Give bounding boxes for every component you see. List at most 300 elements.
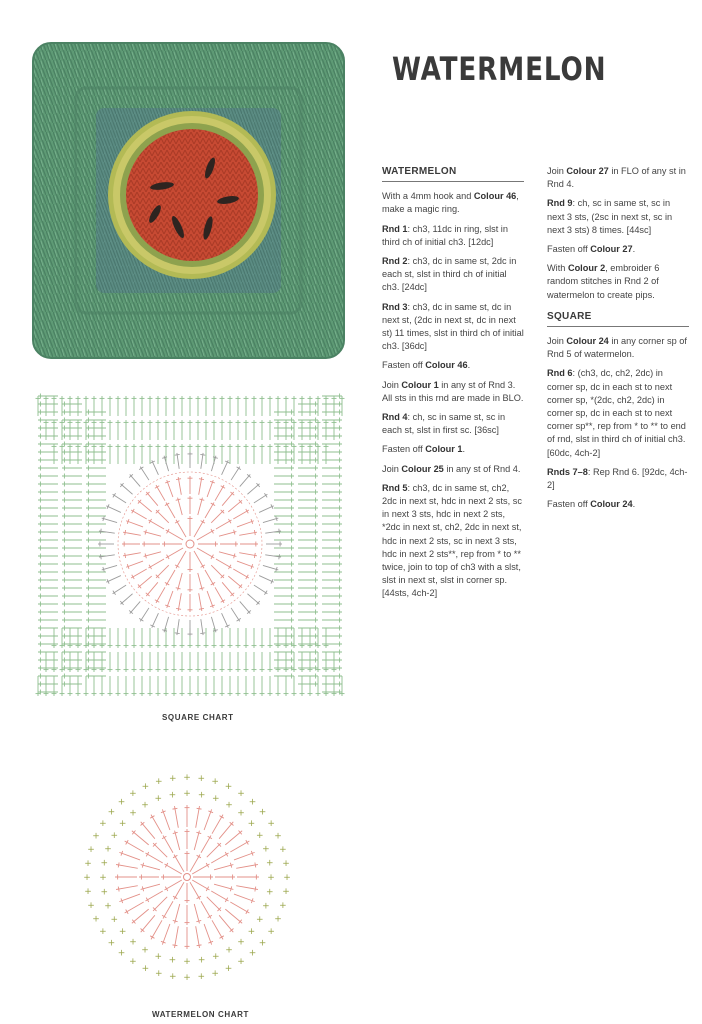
chart-sc-symbol: + [168,774,177,785]
chart-stitch [316,444,321,464]
chart-stitch [62,450,82,455]
chart-stitch [276,676,281,696]
chart-stitch [38,562,58,567]
chart-stitch [141,884,160,891]
chart-stitch [274,466,294,471]
chart-sc-symbol: + [197,955,206,966]
chart-stitch [175,619,180,635]
chart-sc-symbol: + [274,914,282,925]
chart-stitch [102,565,117,571]
chart-stitch [236,628,241,648]
chart-stitch [116,652,121,672]
chart-stitch [62,650,82,655]
chart-stitch [239,530,257,535]
chart-stitch [322,578,342,583]
chart-stitch [52,420,57,440]
chart-stitch [131,509,147,519]
chart-stitch [172,926,178,948]
square-paragraphs [547,335,689,511]
chart-stitch [62,562,82,567]
chart-stitch [263,565,278,571]
chart-stitch [38,594,58,599]
chart-stitch [188,652,193,672]
chart-stitch [322,546,342,551]
chart-stitch [196,652,201,672]
chart-stitch [274,658,294,663]
chart-sc-symbol: + [265,887,274,898]
chart-sc-symbol: + [267,818,275,829]
chart-stitch [99,529,115,534]
chart-stitch [193,875,213,880]
chart-sc-symbol: + [237,957,245,968]
chart-stitch [38,514,58,519]
chart-stitch [84,628,89,648]
instruction-paragraph: Rnd 4: ch, sc in same st, sc in each st, slst in first sc. [36sc] [382,412,506,436]
chart-stitch [340,676,345,696]
chart-stitch [92,444,97,464]
chart-stitch [322,410,342,415]
chart-stitch [254,585,267,595]
chart-sc-symbol: + [225,800,233,811]
chart-stitch [194,520,205,537]
chart-stitch [244,652,249,672]
chart-sc-symbol: + [274,831,282,842]
chart-stitch [38,442,58,447]
chart-stitch [100,420,105,440]
chart-stitch [132,831,149,845]
instruction-paragraph: With Colour 2, embroider 6 random stitches in Rnd 2 of watermelon to create pips. [547,263,660,300]
chart-stitch [220,676,225,696]
chart-stitch [100,628,105,648]
chart-stitch [236,420,241,440]
instruction-paragraph: Join Colour 25 in any st of Rnd 4. [382,463,521,474]
chart-stitch [207,480,215,497]
chart-sc-symbol: + [225,945,233,956]
chart-stitch [324,396,329,416]
chart-stitch [150,815,162,834]
chart-stitch [274,474,294,479]
chart-stitch [173,904,180,923]
chart-stitch [216,519,232,529]
chart-stitch [276,628,281,648]
chart-stitch [129,601,140,613]
chart-stitch [172,444,177,464]
chart-stitch [38,530,58,535]
chart-stitch [292,628,297,648]
chart-stitch [145,891,162,902]
chart-stitch [38,426,58,431]
chart-stitch [332,420,337,440]
chart-stitch [204,420,209,440]
chart-stitch [298,402,318,407]
chart-stitch [62,538,82,543]
chart-sc-symbol: + [141,945,149,956]
chart-stitch [62,434,82,439]
magic-ring-symbol [184,874,191,881]
chart-stitch [244,396,249,416]
chart-stitch [166,529,183,540]
chart-stitch [207,591,215,608]
chart-stitch [239,553,257,558]
chart-stitch [86,514,106,519]
chart-stitch [38,450,58,455]
chart-stitch [124,396,129,416]
chart-stitch [108,444,113,464]
watermelon-chart [76,766,298,988]
chart-stitch [260,676,265,696]
chart-stitch [86,578,106,583]
chart-stitch [86,466,106,471]
chart-stitch [211,891,228,902]
chart-stitch [212,920,224,939]
chart-stitch [62,530,82,535]
chart-sc-symbol: + [141,963,150,974]
chart-stitch [234,894,255,903]
chart-stitch [164,676,169,696]
chart-stitch [86,650,106,655]
chart-stitch [316,420,321,440]
chart-stitch [60,628,65,648]
chart-stitch [185,905,190,925]
chart-stitch [86,474,106,479]
chart-stitch [298,410,318,415]
chart-stitch [192,863,209,874]
chart-stitch [322,514,342,519]
chart-stitch [322,522,342,527]
chart-stitch [240,542,258,547]
chart-stitch [68,444,73,464]
chart-stitch [276,396,281,416]
chart-stitch [298,618,318,623]
chart-stitch [86,594,106,599]
chart-stitch [164,863,181,874]
chart-sc-symbol: + [104,844,112,855]
chart-stitch [254,493,267,503]
chart-stitch [180,652,185,672]
chart-sc-symbol: + [248,797,257,808]
chart-stitch [260,444,265,464]
chart-stitch [274,498,294,503]
chart-sc-symbol: + [282,887,290,898]
chart-stitch [76,676,81,696]
chart-stitch [200,619,205,635]
chart-stitch [86,410,106,415]
chart-stitch [284,444,289,464]
chart-stitch [106,504,121,512]
chart-stitch [322,538,342,543]
chart-stitch [234,851,255,860]
chart-stitch [138,500,152,512]
chart-stitch [340,396,345,416]
chart-stitch [316,396,321,416]
chart-sc-symbol: + [118,819,127,830]
chart-stitch [260,628,265,648]
chart-stitch [265,529,281,534]
chart-stitch [274,602,294,607]
chart-sc-symbol: + [100,858,109,869]
chart-stitch [38,410,58,415]
chart-stitch [116,886,138,892]
instruction-paragraph: Rnds 7–8: Rep Rnd 6. [92dc, 4ch-2] [547,466,688,491]
chart-stitch [164,420,169,440]
chart-stitch [222,613,230,628]
chart-stitch [274,586,294,591]
chart-stitch [260,396,265,416]
chart-stitch [240,601,251,613]
chart-stitch [205,502,215,518]
chart-stitch [86,618,106,623]
chart-stitch [176,573,183,590]
chart-stitch [38,418,58,423]
chart-stitch [125,840,144,852]
watermelon-square-photo [32,42,345,359]
chart-stitch [115,875,137,880]
chart-sc-symbol: + [118,926,127,937]
chart-stitch [322,570,342,575]
chart-stitch [60,652,65,672]
chart-stitch [274,418,294,423]
chart-sc-symbol: + [247,819,256,830]
chart-stitch [194,904,201,923]
chart-stitch [119,894,140,903]
chart-stitch [132,628,137,648]
chart-stitch [113,585,126,595]
chart-stitch [129,474,140,486]
chart-stitch [274,554,294,559]
chart-stitch [99,554,115,559]
chart-stitch [102,516,117,522]
chart-stitch [116,628,121,648]
chart-stitch [86,418,106,423]
chart-stitch [38,586,58,591]
chart-stitch [86,490,106,495]
chart-stitch [38,578,58,583]
chart-stitch [274,562,294,567]
chart-stitch [124,420,129,440]
chart-stitch [76,420,81,440]
chart-stitch [148,628,153,648]
chart-sc-symbol: + [267,927,275,938]
chart-stitch [236,652,241,672]
chart-stitch [172,420,177,440]
chart-stitch [188,574,193,592]
chart-stitch [180,676,185,696]
chart-stitch [165,570,175,586]
chart-stitch [62,658,82,663]
chart-stitch [86,562,106,567]
chart-stitch [316,676,321,696]
chart-stitch [132,652,137,672]
chart-stitch [274,626,294,631]
section-heading-watermelon: WATERMELON [382,165,524,182]
chart-stitch [60,420,65,440]
chart-stitch [162,617,168,632]
chart-stitch [194,551,205,568]
chart-stitch [62,418,82,423]
chart-stitch [140,396,145,416]
chart-stitch [156,510,169,523]
chart-stitch [199,477,204,495]
chart-stitch [188,676,193,696]
chart-sc-symbol: + [83,873,91,883]
chart-stitch [308,628,313,648]
chart-stitch [172,628,177,648]
chart-stitch [188,452,193,468]
chart-stitch [139,875,159,880]
chart-stitch [244,420,249,440]
chart-stitch [44,676,49,696]
chart-stitch [62,618,82,623]
chart-stitch [180,396,185,416]
chart-stitch [86,674,106,679]
chart-stitch [298,474,318,479]
chart-stitch [38,546,58,551]
chart-stitch [308,444,313,464]
chart-stitch [298,682,318,687]
chart-stitch [231,608,241,621]
chart-stitch [44,420,49,440]
instruction-paragraph: Fasten off Colour 1. [382,444,466,455]
chart-stitch [322,586,342,591]
chart-stitch [188,516,193,536]
chart-sc-symbol: + [110,915,119,925]
chart-stitch [172,652,177,672]
chart-stitch [125,902,144,914]
chart-stitch [196,676,201,696]
chart-stitch [236,396,241,416]
chart-sc-symbol: + [237,808,245,819]
chart-stitch [211,565,224,578]
chart-stitch [62,498,82,503]
chart-stitch [274,650,294,655]
chart-stitch [252,396,257,416]
chart-stitch [274,538,294,543]
chart-stitch [116,862,138,868]
chart-sc-symbol: + [262,844,270,855]
chart-sc-symbol: + [155,777,163,788]
chart-stitch [62,522,82,527]
chart-stitch [322,418,342,423]
chart-stitch [197,548,214,559]
chart-sc-symbol: + [168,955,177,966]
chart-stitch [86,530,106,535]
chart-stitch [230,840,249,852]
chart-stitch [212,815,224,834]
chart-stitch [298,578,318,583]
chart-stitch [86,538,106,543]
chart-stitch [274,506,294,511]
chart-stitch [211,617,217,632]
chart-stitch [44,396,49,416]
chart-stitch [274,482,294,487]
chart-stitch [244,444,249,464]
chart-stitch [322,674,342,679]
chart-stitch [298,570,318,575]
chart-stitch [247,483,259,494]
chart-stitch [62,626,82,631]
chart-stitch [274,618,294,623]
chart-sc-symbol: + [87,901,95,912]
chart-stitch [274,674,294,679]
chart-stitch [298,490,318,495]
chart-stitch [188,594,193,612]
chart-stitch [100,396,105,416]
chart-stitch [185,883,190,903]
chart-stitch [207,897,221,911]
chart-stitch [268,628,273,648]
chart-stitch [322,474,342,479]
chart-sc-symbol: + [92,831,100,842]
chart-stitch [322,458,342,463]
chart-stitch [38,674,58,679]
chart-stitch [161,809,170,830]
chart-stitch [108,628,113,648]
chart-sc-symbol: + [168,790,177,801]
chart-stitch [176,477,181,495]
chart-stitch [263,516,278,522]
chart-stitch [140,420,145,440]
chart-stitch [86,570,106,575]
chart-sc-symbol: + [154,794,163,805]
chart-stitch [38,482,58,487]
chart-stitch [123,553,141,558]
chart-stitch [298,650,318,655]
chart-stitch [274,522,294,527]
chart-sc-symbol: + [104,901,112,912]
chart-stitch [86,482,106,487]
chart-stitch [298,658,318,663]
chart-stitch [116,420,121,440]
chart-stitch [276,444,281,464]
chart-sc-symbol: + [99,927,107,938]
chart-sc-symbol: + [211,968,219,979]
chart-stitch [153,897,167,911]
chart-stitch [236,862,258,868]
instruction-paragraph: Join Colour 24 in any corner sp of Rnd 5 of watermelon. [547,336,687,360]
chart-stitch [274,514,294,519]
chart-stitch [260,652,265,672]
chart-stitch [148,559,164,569]
chart-stitch [284,652,289,672]
chart-stitch [212,676,217,696]
instruction-paragraph: Join Colour 27 in FLO of any st in Rnd 4. [547,166,686,190]
chart-sc-symbol: + [197,790,206,801]
magic-ring-symbol [186,540,194,548]
chart-stitch [145,852,162,863]
chart-stitch [300,676,305,696]
chart-stitch [176,593,181,611]
chart-stitch [292,652,297,672]
chart-stitch [252,420,257,440]
chart-stitch [68,652,73,672]
chart-stitch [252,676,257,696]
chart-sc-symbol: + [279,844,287,855]
chart-stitch [44,652,49,672]
chart-stitch [298,634,318,639]
chart-stitch [322,394,342,399]
chart-stitch [108,396,113,416]
chart-stitch [298,466,318,471]
chart-sc-symbol: + [197,774,206,785]
chart-stitch [116,444,121,464]
chart-stitch [308,676,313,696]
chart-stitch [36,396,41,416]
chart-stitch [298,434,318,439]
chart-stitch [228,420,233,440]
watermelon-chart-caption: WATERMELON CHART [152,1010,249,1019]
continuation-paragraphs [547,165,689,302]
chart-stitch [140,652,145,672]
